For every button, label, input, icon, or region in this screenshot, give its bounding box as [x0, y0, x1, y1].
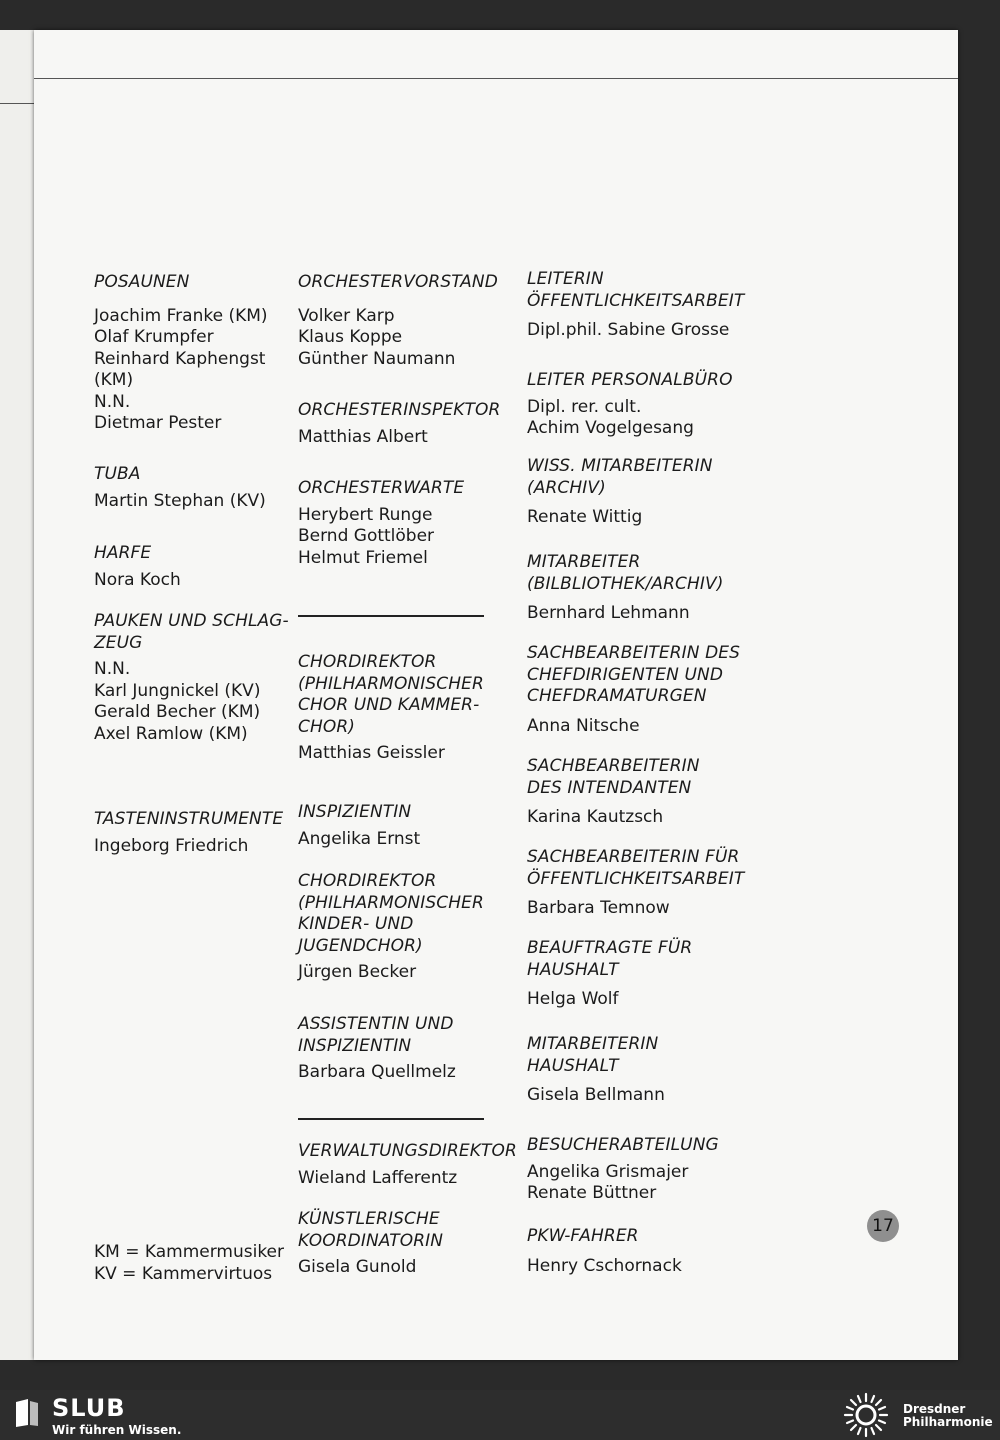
section-sachbearbeiterin-intendanten	[527, 756, 747, 829]
section-orchesterinspektor	[298, 400, 501, 448]
section-heading: (ARCHIV)	[527, 477, 606, 498]
footer-bar	[0, 1390, 1000, 1440]
section-chordirektor-1	[298, 652, 498, 765]
section-leiterin-oeffentlichkeitsarbeit	[527, 269, 747, 342]
section-heading: CHOR)	[298, 716, 355, 737]
section-heading: (PHILHARMONISCHER	[298, 892, 484, 913]
section-heading: SACHBEARBEITERIN	[527, 756, 700, 776]
member-name: Angelika Ernst	[298, 828, 421, 849]
section-harfe	[94, 543, 294, 591]
section-heading: ÖFFENTLICHKEITSARBEIT	[527, 868, 745, 889]
member-name: Renate Wittig	[527, 507, 643, 527]
member-name: Günther Naumann	[298, 348, 456, 369]
section-heading: ZEUG	[94, 632, 143, 653]
section-heading: ORCHESTERWARTE	[298, 478, 465, 498]
section-heading: CHEFDIRIGENTEN UND	[527, 664, 724, 685]
section-besucherabteilung	[527, 1135, 747, 1205]
section-heading: MITARBEITERIN	[527, 1034, 659, 1054]
member-name: Karina Kautzsch	[527, 807, 664, 827]
legend-entry: KV = Kammervirtuos	[94, 1263, 273, 1284]
section-heading: JUGENDCHOR)	[298, 935, 423, 956]
member-name: Reinhard Kaphengst	[94, 348, 266, 369]
member-name: Gisela Gunold	[298, 1257, 417, 1277]
section-pauken	[94, 611, 294, 745]
section-divider	[298, 1118, 484, 1120]
section-heading: POSAUNEN	[94, 272, 190, 292]
sunburst-logo-icon	[842, 1392, 890, 1438]
member-name: Jürgen Becker	[298, 962, 417, 982]
member-name: Gerald Becher (KM)	[94, 702, 261, 722]
section-divider	[298, 615, 484, 617]
section-orchestervorstand	[298, 272, 498, 370]
member-name: Gisela Bellmann	[527, 1085, 665, 1105]
member-name: (KM)	[94, 370, 134, 390]
section-leiter-personalbuero	[527, 370, 747, 440]
section-assistentin	[298, 1014, 498, 1084]
section-orchesterwarte	[298, 478, 498, 569]
section-heading: HAUSHALT	[527, 1055, 619, 1076]
member-name: Axel Ramlow (KM)	[94, 723, 248, 744]
section-verwaltungsdirektor	[298, 1141, 517, 1189]
previous-page-rule	[0, 103, 34, 104]
section-mitarbeiterin-haushalt	[527, 1034, 747, 1107]
partner-name-line: Dresdner	[903, 1402, 966, 1416]
section-heading: ASSISTENTIN UND	[298, 1014, 454, 1034]
section-heading: INSPIZIENTIN	[298, 1035, 412, 1056]
section-heading: CHOR UND KAMMER-	[298, 695, 480, 715]
member-name: N.N.	[94, 659, 131, 679]
member-name: Bernd Gottlöber	[298, 526, 435, 546]
section-heading: ÖFFENTLICHKEITSARBEIT	[527, 290, 745, 311]
section-heading: VERWALTUNGSDIREKTOR	[298, 1141, 517, 1161]
member-name: Joachim Franke (KM)	[94, 305, 268, 326]
member-name: Dipl.phil. Sabine Grosse	[527, 320, 730, 340]
member-name: Karl Jungnickel (KV)	[94, 680, 261, 701]
section-kuenstlerische-koordinatorin	[298, 1209, 498, 1279]
section-heading: CHEFDRAMATURGEN	[527, 686, 707, 706]
section-heading: SACHBEARBEITERIN FÜR	[527, 847, 740, 867]
section-chordirektor-2	[298, 871, 498, 984]
section-tasteninstrumente	[94, 809, 294, 857]
section-heading: LEITERIN	[527, 269, 604, 289]
section-heading: PAUKEN UND SCHLAG-	[94, 611, 289, 631]
member-name: Barbara Temnow	[527, 898, 670, 918]
section-heading: KINDER- UND	[298, 914, 414, 934]
section-sachbearbeiterin-oeffentlichkeitsarbeit	[527, 847, 747, 920]
slub-name: SLUB	[52, 1394, 126, 1422]
member-name: Volker Karp	[298, 305, 395, 326]
section-wiss-mitarbeiterin	[527, 456, 747, 529]
section-posaunen	[94, 272, 294, 435]
section-heading: MITARBEITER	[527, 552, 641, 572]
section-heading: CHORDIREKTOR	[298, 871, 437, 891]
section-heading: (PHILHARMONISCHER	[298, 673, 484, 694]
section-heading: TASTENINSTRUMENTE	[94, 809, 284, 829]
partner-name	[903, 1403, 993, 1429]
section-heading: DES INTENDANTEN	[527, 777, 692, 798]
member-name: Klaus Koppe	[298, 327, 403, 347]
document-page	[34, 30, 958, 1360]
section-pkw-fahrer	[527, 1226, 747, 1277]
section-heading: PKW-FAHRER	[527, 1226, 639, 1246]
legend-entry: KM = Kammermusiker	[94, 1242, 285, 1262]
member-name: Martin Stephan (KV)	[94, 490, 266, 511]
section-inspizientin	[298, 802, 498, 850]
member-name: Dipl. rer. cult.	[527, 396, 642, 417]
section-heading: WISS. MITARBEITERIN	[527, 456, 713, 476]
section-heading: SACHBEARBEITERIN DES	[527, 643, 741, 663]
section-heading: BESUCHERABTEILUNG	[527, 1135, 719, 1155]
section-heading: ORCHESTERINSPEKTOR	[298, 400, 501, 420]
section-beauftragte-haushalt	[527, 938, 747, 1011]
section-heading: ORCHESTERVORSTAND	[298, 272, 498, 292]
section-mitarbeiter-bibliothek	[527, 552, 747, 625]
member-name: Nora Koch	[94, 569, 181, 590]
member-name: Matthias Albert	[298, 426, 428, 447]
member-name: Herybert Runge	[298, 504, 433, 525]
section-tuba	[94, 464, 294, 512]
member-name: Olaf Krumpfer	[94, 327, 214, 347]
member-name: Angelika Grismajer	[527, 1161, 689, 1182]
section-heading: TUBA	[94, 464, 141, 484]
section-heading: KÜNSTLERISCHE	[298, 1209, 440, 1229]
section-heading: (BILBLIOTHEK/ARCHIV)	[527, 573, 724, 594]
member-name: Ingeborg Friedrich	[94, 835, 249, 856]
member-name: Henry Cschornack	[527, 1255, 682, 1276]
member-name: Dietmar Pester	[94, 413, 222, 433]
member-name: Renate Büttner	[527, 1183, 657, 1203]
member-name: Matthias Geissler	[298, 743, 445, 763]
section-heading: KOORDINATORIN	[298, 1230, 444, 1251]
member-name: Anna Nitsche	[527, 715, 640, 736]
section-heading: CHORDIREKTOR	[298, 652, 437, 672]
section-sachbearbeiterin-chefdirigenten	[527, 643, 747, 737]
section-heading: LEITER PERSONALBÜRO	[527, 370, 733, 390]
member-name: N.N.	[94, 391, 131, 412]
section-heading: BEAUFTRAGTE FÜR	[527, 938, 693, 958]
header-rule	[34, 78, 958, 79]
member-name: Bernhard Lehmann	[527, 603, 690, 623]
member-name: Wieland Lafferentz	[298, 1167, 458, 1188]
page-number: 17	[867, 1210, 899, 1242]
section-heading: HARFE	[94, 543, 152, 563]
section-heading: HAUSHALT	[527, 959, 619, 980]
abbreviation-legend	[94, 1242, 284, 1285]
slub-tagline: Wir führen Wissen.	[52, 1423, 182, 1437]
member-name: Achim Vogelgesang	[527, 418, 694, 438]
member-name: Helmut Friemel	[298, 547, 428, 568]
member-name: Barbara Quellmelz	[298, 1062, 456, 1082]
member-name: Helga Wolf	[527, 989, 619, 1009]
partner-name-line: Philharmonie	[903, 1415, 993, 1429]
previous-page-edge	[0, 30, 34, 1360]
book-icon	[14, 1398, 40, 1428]
section-heading: INSPIZIENTIN	[298, 802, 412, 822]
